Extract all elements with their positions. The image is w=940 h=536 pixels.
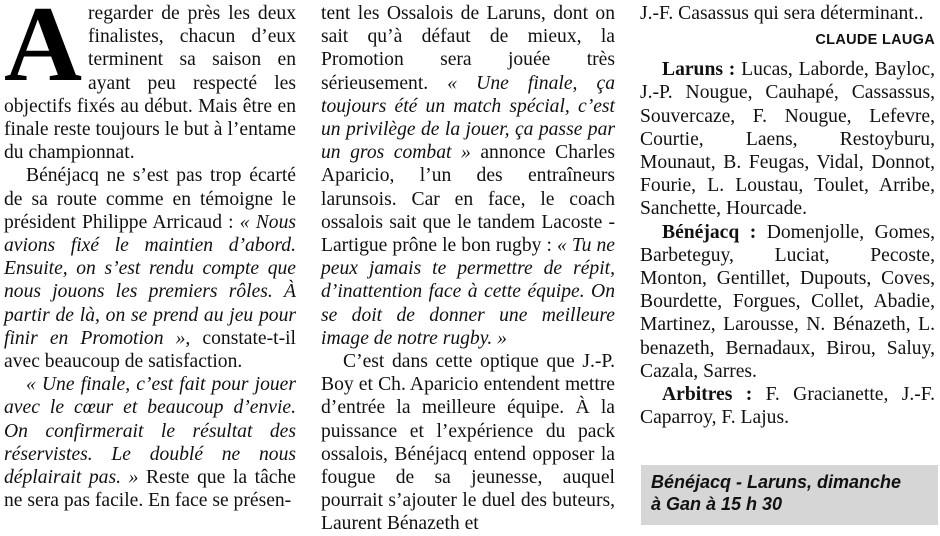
paragraph-text: Reste que la tâche ne sera pas facile. En face se présen- <box>4 467 297 512</box>
paragraph-text: Bénéjacq ne s’est pas trop écarté de sa route comme en témoigne le président Philippe Arricaud : <box>4 165 296 233</box>
referees-names: F. Gracianette, J.-F. Caparroy, F. Lajus. <box>640 384 935 429</box>
president-quote: « Nous avions fixé le maintien d’abord. Ensuite, on s’est rendu compte que nous jouons les premiers rôles. À partir de là, on se prend au jeu pour finir en Promotion » <box>4 211 296 349</box>
paragraph-optique: C’est dans cette optique que J.-P. Boy et Ch. Aparicio entendent mettre d’entrée la meilleure équipe. À la puissance et l’expérience du pack ossalois, Bénéjacq entend opposer la fougue de sa jeunesse, auquel pourrait s’ajouter le duel des buteurs, Laurent Bénazeth et <box>321 351 615 535</box>
paragraph-text: , constate-t-il avec beaucoup de satisfaction. <box>4 327 296 373</box>
lineup-laruns <box>640 58 935 220</box>
paragraph-text: annonce Charles Aparicio, l’un des entraîneurs larunsois. Car en face, le coach ossalois sait que le tandem Lacoste - Lartigue prône le bon rugby : <box>321 142 615 257</box>
match-info-box <box>641 465 938 525</box>
paragraph-final <box>4 373 296 512</box>
paragraph-casassus: J.-F. Casassus qui sera déterminant.. <box>640 3 924 24</box>
lineup-benejacq <box>640 221 935 383</box>
lineup-arbitres <box>640 383 935 429</box>
referees-label: Arbitres : <box>662 384 753 406</box>
match-info-line-2: à Gan à 15 h 30 <box>651 494 783 514</box>
article-column-2 <box>321 2 615 536</box>
article-column-1 <box>4 2 296 512</box>
opening-text: regarder de près les deux finalistes, chacun d’eux terminent sa saison en ayant peu respecté les objectifs fixés au début. Mais être en finale reste toujours le but à l’entame du championnat. <box>4 3 296 164</box>
paragraph-text: tent les Ossalois de Laruns, dont on sait qu’à défaut de mieux, la Promotion sera jouée très sérieusement. <box>321 3 615 94</box>
article-column-3 <box>640 2 935 429</box>
team-label-laruns: Laruns : <box>662 59 736 81</box>
paragraph-laruns <box>321 2 615 350</box>
players-laruns: Lucas, Laborde, Bayloc, J.-P. Nougue, Cauhapé, Cassassus, Souvercaze, F. Nougue, Lefevre, Courtie, Laens, Restoyburu, Mounaut, B. Feugas, Vidal, Donnot, Fourie, L. Loustau, Toulet, Arribe, Sanchette, Hourcade. <box>640 59 936 220</box>
drop-cap: A <box>4 0 82 104</box>
author-byline: CLAUDE LAUGA <box>815 32 935 49</box>
final-quote: « Une finale, c’est fait pour jouer avec le cœur et beaucoup d’envie. On confirmerait le résultat des réservistes. Le doublé ne nous déplairait pas. » <box>4 374 296 489</box>
paragraph-president <box>4 164 296 373</box>
opening-paragraph <box>4 2 296 164</box>
match-info-line-1: Bénéjacq - Laruns, dimanche <box>651 472 902 492</box>
aparicio-quote: « Une finale, ça toujours été un match spécial, c’est un privilège de la jouer, ça passe par un gros combat » <box>321 72 615 164</box>
players-benejacq: Domenjolle, Gomes, Barbeteguy, Luciat, Pecoste, Monton, Gentillet, Dupouts, Coves, Bourdette, Forgues, Collet, Abadie, Martinez, Larousse, N. Bénazeth, L. benazeth, Bernadaux, Birou, Saluy, Cazala, Sarres. <box>640 221 935 382</box>
coach-quote: « Tu ne peux jamais te permettre de répit, d’inattention face à cette équipe. On se doit de donner une meilleure image de notre rugby. » <box>321 235 615 349</box>
team-label-benejacq: Bénéjacq : <box>662 221 757 243</box>
